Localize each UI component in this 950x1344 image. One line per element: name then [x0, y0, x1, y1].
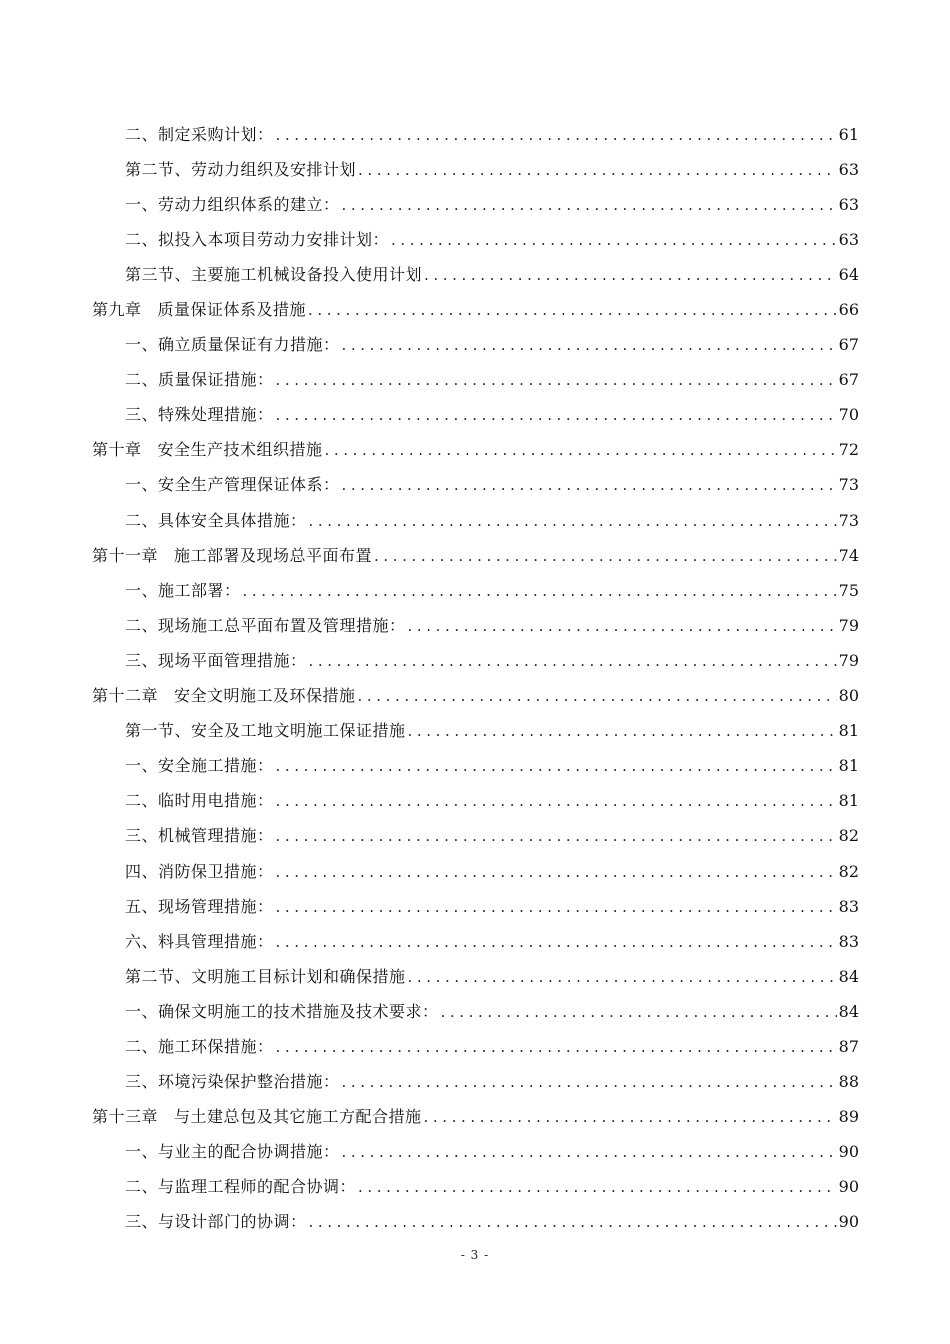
toc-section-entry[interactable] [0, 924, 950, 959]
toc-entry-label: 二、现场施工总平面布置及管理措施： [125, 615, 406, 635]
toc-page-number: 79 [838, 615, 859, 635]
toc-chapter-entry[interactable] [0, 1100, 950, 1135]
toc-section-entry[interactable] [0, 854, 950, 889]
toc-entry-title [125, 1177, 356, 1197]
toc-page-number: 81 [838, 791, 859, 811]
toc-chapter-entry[interactable] [0, 433, 950, 468]
toc-dot-leader [358, 686, 837, 706]
toc-entry-label: 安全生产技术组织措施 [157, 440, 323, 460]
toc-section-entry[interactable] [0, 152, 950, 187]
toc-entry-label: 第三节、主要施工机械设备投入使用计划 [125, 264, 423, 284]
table-of-contents [0, 117, 950, 1240]
toc-page-number: 79 [838, 650, 859, 670]
page-number: - 3 - [460, 1248, 490, 1262]
toc-entry-label: 一、与业主的配合协调措施： [125, 1142, 340, 1162]
toc-entry-title [125, 651, 307, 671]
toc-entry-label: 三、环境污染保护整治措施： [125, 1072, 340, 1092]
toc-entry-label: 五、现场管理措施： [125, 896, 274, 916]
toc-page-number: 75 [838, 580, 859, 600]
toc-entry-title [125, 581, 241, 601]
toc-entry-title [125, 1142, 340, 1162]
toc-page-number: 83 [838, 931, 859, 951]
toc-dot-leader [276, 756, 837, 776]
toc-dot-leader [342, 1072, 837, 1092]
toc-dot-leader [276, 125, 837, 145]
toc-section-entry[interactable] [0, 819, 950, 854]
toc-dot-leader [325, 440, 837, 460]
toc-entry-label: 三、现场平面管理措施： [125, 650, 307, 670]
toc-section-entry[interactable] [0, 222, 950, 257]
toc-entry-label: 三、与设计部门的协调： [125, 1212, 307, 1232]
toc-page-number: 64 [838, 264, 859, 284]
toc-entry-label: 二、制定采购计划： [125, 124, 274, 144]
toc-dot-leader [309, 1212, 837, 1232]
toc-page-number: 87 [838, 1036, 859, 1056]
toc-chapter-entry[interactable] [0, 292, 950, 327]
toc-page-number: 67 [838, 370, 859, 390]
toc-dot-leader [276, 370, 837, 390]
toc-entry-label: 第二节、劳动力组织及安排计划 [125, 159, 357, 179]
toc-entry-label: 二、质量保证措施： [125, 370, 274, 390]
toc-page-number: 66 [838, 300, 859, 320]
toc-dot-leader [308, 300, 837, 320]
toc-section-entry[interactable] [0, 468, 950, 503]
toc-dot-leader [408, 967, 837, 987]
toc-entry-label: 四、消防保卫措施： [125, 861, 274, 881]
toc-entry-label: 安全文明施工及环保措施 [174, 686, 356, 706]
toc-chapter-entry[interactable] [0, 679, 950, 714]
toc-page-number: 80 [838, 686, 859, 706]
toc-dot-leader [276, 862, 837, 882]
toc-entry-label: 一、确立质量保证有力措施： [125, 335, 340, 355]
toc-entry-title [125, 756, 274, 776]
toc-section-entry[interactable] [0, 1135, 950, 1170]
toc-chapter-number: 第十二章 [92, 686, 159, 706]
toc-section-entry[interactable] [0, 959, 950, 994]
toc-page-number: 82 [838, 826, 859, 846]
toc-page-number: 63 [838, 229, 859, 249]
toc-entry-label: 第一节、安全及工地文明施工保证措施 [125, 721, 406, 741]
toc-dot-leader [342, 335, 837, 355]
toc-page-number: 73 [838, 510, 859, 530]
toc-dot-leader [441, 1002, 837, 1022]
toc-section-entry[interactable] [0, 117, 950, 152]
toc-entry-title [125, 511, 307, 531]
toc-entry-title [125, 195, 340, 215]
toc-dot-leader [374, 546, 837, 566]
toc-dot-leader [342, 195, 837, 215]
toc-entry-label: 二、临时用电措施： [125, 791, 274, 811]
toc-entry-label: 一、安全施工措施： [125, 756, 274, 776]
toc-entry-title [125, 475, 340, 495]
toc-entry-label: 一、施工部署： [125, 580, 241, 600]
toc-entry-title [92, 440, 323, 460]
toc-page-number: 84 [838, 966, 859, 986]
toc-dot-leader [358, 160, 837, 180]
toc-entry-label: 二、施工环保措施： [125, 1036, 274, 1056]
toc-page-number: 70 [838, 405, 859, 425]
toc-entry-label: 一、劳动力组织体系的建立： [125, 194, 340, 214]
toc-entry-label: 与土建总包及其它施工方配合措施 [174, 1107, 422, 1127]
toc-section-entry[interactable] [0, 257, 950, 292]
toc-entry-title [125, 370, 274, 390]
toc-entry-title [125, 335, 340, 355]
toc-page-number: 73 [838, 475, 859, 495]
toc-section-entry[interactable] [0, 714, 950, 749]
toc-page-number: 74 [838, 545, 859, 565]
toc-dot-leader [408, 616, 837, 636]
toc-entry-title [92, 1107, 422, 1127]
toc-section-entry[interactable] [0, 328, 950, 363]
toc-entry-title [92, 300, 306, 320]
toc-chapter-number: 第十章 [92, 440, 142, 460]
toc-section-entry[interactable] [0, 784, 950, 819]
toc-chapter-number: 第十一章 [92, 545, 159, 565]
toc-dot-leader [276, 932, 837, 952]
toc-entry-label: 六、料具管理措施： [125, 931, 274, 951]
toc-entry-label: 一、安全生产管理保证体系： [125, 475, 340, 495]
toc-page-number: 67 [838, 335, 859, 355]
toc-dot-leader [408, 721, 837, 741]
toc-page-number: 90 [838, 1142, 859, 1162]
toc-entry-title [125, 230, 389, 250]
toc-entry-title [92, 686, 356, 706]
toc-section-entry[interactable] [0, 1205, 950, 1240]
toc-entry-label: 二、拟投入本项目劳动力安排计划： [125, 229, 390, 249]
toc-chapter-number: 第九章 [92, 300, 142, 320]
toc-page-number: 88 [838, 1072, 859, 1092]
toc-page-number: 82 [838, 861, 859, 881]
toc-entry-title [125, 791, 274, 811]
toc-entry-label: 一、确保文明施工的技术措施及技术要求： [125, 1001, 439, 1021]
toc-page-number: 83 [838, 896, 859, 916]
toc-dot-leader [342, 475, 837, 495]
toc-dot-leader [342, 1142, 837, 1162]
toc-section-entry[interactable] [0, 1170, 950, 1205]
toc-section-entry[interactable] [0, 363, 950, 398]
toc-page-number: 63 [838, 159, 859, 179]
toc-page-number: 89 [838, 1107, 859, 1127]
toc-entry-title [125, 160, 356, 180]
toc-entry-label: 二、具体安全具体措施： [125, 510, 307, 530]
toc-entry-label: 二、与监理工程师的配合协调： [125, 1177, 357, 1197]
toc-entry-title [125, 862, 274, 882]
toc-dot-leader [424, 1107, 837, 1127]
toc-entry-title [125, 721, 406, 741]
toc-dot-leader [276, 897, 837, 917]
toc-dot-leader [424, 265, 837, 285]
toc-dot-leader [276, 826, 837, 846]
toc-section-entry[interactable] [0, 889, 950, 924]
toc-dot-leader [276, 1037, 837, 1057]
toc-page-number: 72 [838, 440, 859, 460]
toc-entry-title [125, 967, 406, 987]
toc-section-entry[interactable] [0, 573, 950, 608]
toc-entry-title [125, 826, 274, 846]
toc-section-entry[interactable] [0, 608, 950, 643]
toc-dot-leader [276, 791, 837, 811]
toc-chapter-number: 第十三章 [92, 1107, 159, 1127]
toc-section-entry[interactable] [0, 1029, 950, 1064]
toc-page-number: 61 [838, 124, 859, 144]
toc-section-entry[interactable] [0, 994, 950, 1029]
toc-dot-leader [309, 651, 837, 671]
toc-entry-title [125, 1037, 274, 1057]
toc-section-entry[interactable] [0, 187, 950, 222]
toc-section-entry[interactable] [0, 398, 950, 433]
toc-page-number: 81 [838, 756, 859, 776]
toc-dot-leader [309, 511, 837, 531]
toc-section-entry[interactable] [0, 503, 950, 538]
toc-section-entry[interactable] [0, 1065, 950, 1100]
toc-section-entry[interactable] [0, 643, 950, 678]
toc-dot-leader [391, 230, 837, 250]
toc-entry-title [125, 405, 274, 425]
toc-entry-label: 三、机械管理措施： [125, 826, 274, 846]
toc-page-number: 90 [838, 1177, 859, 1197]
toc-entry-label: 三、特殊处理措施： [125, 405, 274, 425]
toc-page-number: 90 [838, 1212, 859, 1232]
toc-entry-title [92, 546, 372, 566]
toc-entry-title [125, 125, 274, 145]
toc-entry-label: 第二节、文明施工目标计划和确保措施 [125, 966, 406, 986]
toc-entry-title [125, 1002, 439, 1022]
toc-entry-label: 质量保证体系及措施 [157, 300, 307, 320]
toc-page-number: 81 [838, 721, 859, 741]
toc-dot-leader [358, 1177, 837, 1197]
toc-entry-title [125, 616, 406, 636]
toc-entry-label: 施工部署及现场总平面布置 [174, 545, 373, 565]
toc-entry-title [125, 1212, 307, 1232]
toc-page-number: 63 [838, 194, 859, 214]
toc-entry-title [125, 1072, 340, 1092]
toc-chapter-entry[interactable] [0, 538, 950, 573]
toc-dot-leader [276, 405, 837, 425]
toc-dot-leader [243, 581, 837, 601]
toc-entry-title [125, 932, 274, 952]
toc-section-entry[interactable] [0, 749, 950, 784]
toc-entry-title [125, 265, 422, 285]
toc-page-number: 84 [838, 1001, 859, 1021]
toc-entry-title [125, 897, 274, 917]
